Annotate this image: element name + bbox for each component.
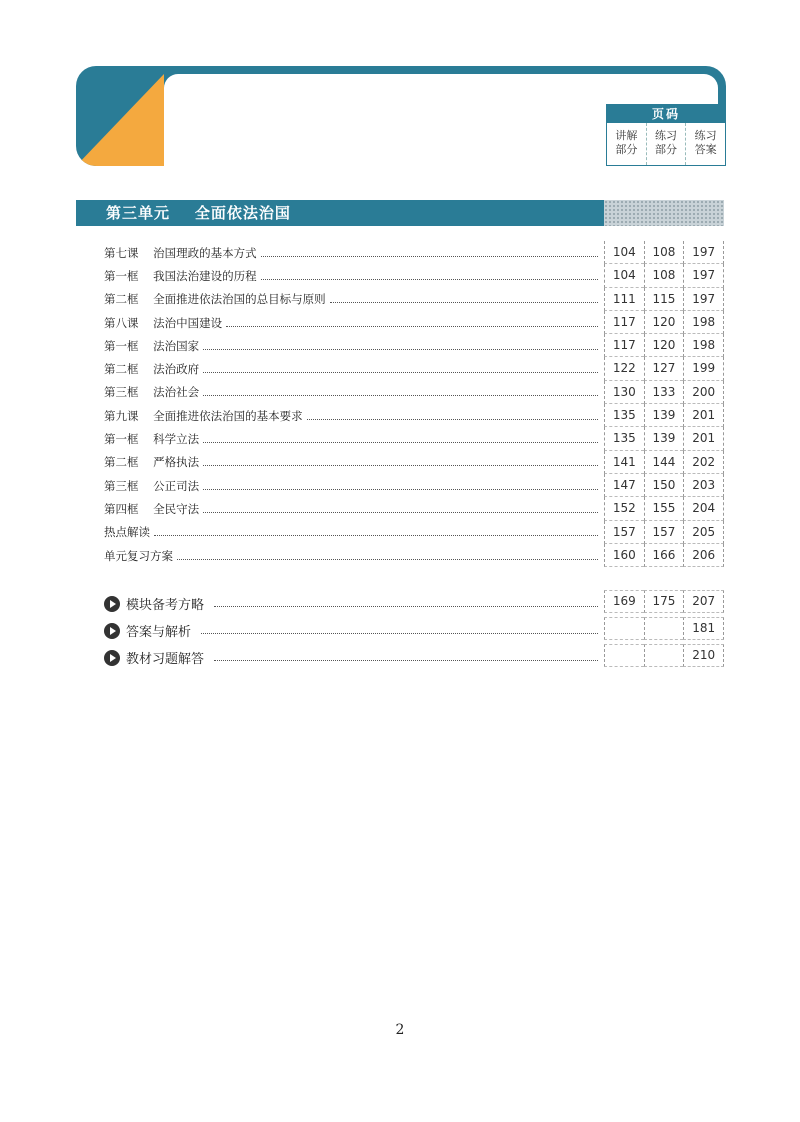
entry-label: 第二框 严格执法 (104, 455, 200, 470)
entry-label: 第九课 全面推进依法治国的基本要求 (104, 408, 303, 423)
entry-label: 热点解读 (104, 525, 150, 540)
toc-row[interactable] (104, 288, 724, 311)
entry-label: 答案与解析 (126, 625, 192, 640)
toc-row[interactable] (104, 357, 724, 380)
lecture-page: 104 (604, 264, 644, 287)
page-column-title: 页码 (607, 105, 725, 123)
toc-row[interactable] (104, 427, 724, 450)
col-answer-label: 练习 答案 (694, 129, 717, 156)
dot-leader (307, 418, 598, 420)
play-arrow-icon (104, 650, 120, 666)
dot-leader (203, 348, 598, 350)
lecture-page: 130 (604, 381, 644, 404)
entry-label-wrap (104, 268, 604, 284)
entry-label: 第二框 法治政府 (104, 362, 200, 377)
lecture-page: 104 (604, 241, 644, 264)
toc-row[interactable] (104, 264, 724, 287)
entry-label-wrap (104, 594, 604, 613)
toc-row[interactable] (104, 334, 724, 357)
toc-row[interactable] (104, 381, 724, 404)
practice-page: 155 (644, 497, 684, 520)
answer-page: 198 (683, 311, 724, 334)
col-practice-label: 练习 部分 (647, 123, 687, 165)
dot-leader (261, 278, 598, 280)
answer-page: 197 (683, 264, 724, 287)
play-arrow-icon (104, 623, 120, 639)
practice-page: 133 (644, 381, 684, 404)
practice-page (644, 617, 684, 640)
practice-page: 115 (644, 288, 684, 311)
dot-leader (226, 325, 598, 327)
module-list (104, 590, 724, 671)
dot-leader (330, 301, 598, 303)
toc-row[interactable] (104, 544, 724, 567)
dot-leader (261, 255, 598, 257)
page-column-legend (606, 104, 726, 166)
entry-label: 第八课 法治中国建设 (104, 315, 223, 330)
dot-leader (203, 488, 598, 490)
answer-page: 202 (683, 451, 724, 474)
entry-label-wrap (104, 361, 604, 377)
answer-page: 198 (683, 334, 724, 357)
unit-title: 第三单元 全面依法治国 (76, 200, 604, 226)
module-row[interactable] (104, 590, 724, 617)
lecture-page: 135 (604, 427, 644, 450)
practice-page: 166 (644, 544, 684, 567)
practice-page: 108 (644, 241, 684, 264)
lecture-page: 157 (604, 521, 644, 544)
module-row[interactable] (104, 617, 724, 644)
entry-label-wrap (104, 621, 604, 640)
practice-page: 144 (644, 451, 684, 474)
answer-page: 181 (683, 617, 724, 640)
toc-row[interactable] (104, 451, 724, 474)
module-row[interactable] (104, 644, 724, 671)
entry-label-wrap (104, 315, 604, 331)
dot-leader (203, 394, 598, 396)
entry-label: 模块备考方略 (126, 598, 205, 613)
lecture-page (604, 644, 644, 667)
entry-label: 教材习题解答 (126, 652, 205, 667)
practice-page: 139 (644, 427, 684, 450)
answer-page: 203 (683, 474, 724, 497)
entry-label: 第二框 全面推进依法治国的总目标与原则 (104, 292, 326, 307)
dot-leader (154, 534, 598, 536)
practice-page: 120 (644, 334, 684, 357)
toc-row[interactable] (104, 497, 724, 520)
table-of-contents (104, 241, 724, 567)
lecture-page: 135 (604, 404, 644, 427)
lecture-page: 152 (604, 497, 644, 520)
entry-label: 第三框 公正司法 (104, 478, 200, 493)
play-arrow-icon (104, 596, 120, 612)
practice-page: 139 (644, 404, 684, 427)
entry-label-wrap (104, 478, 604, 494)
entry-label: 第七课 治国理政的基本方式 (104, 245, 257, 260)
lecture-page: 111 (604, 288, 644, 311)
lecture-page: 169 (604, 590, 644, 613)
toc-row[interactable] (104, 241, 724, 264)
corner-decoration (76, 66, 176, 166)
unit-bar (76, 200, 724, 226)
entry-label: 第一框 法治国家 (104, 338, 200, 353)
entry-label-wrap (104, 408, 604, 424)
answer-page: 205 (683, 521, 724, 544)
dot-leader (203, 511, 598, 513)
dot-leader (203, 371, 598, 373)
entry-label: 第三框 法治社会 (104, 385, 200, 400)
col-lecture-label: 讲解 部分 (607, 123, 647, 165)
dot-leader (214, 660, 598, 661)
toc-row[interactable] (104, 474, 724, 497)
answer-page: 201 (683, 427, 724, 450)
unit-bar-pattern (604, 200, 724, 226)
lecture-page: 122 (604, 357, 644, 380)
answer-page: 206 (683, 544, 724, 567)
entry-label-wrap (104, 384, 604, 400)
lecture-page: 117 (604, 334, 644, 357)
dot-leader (203, 441, 598, 443)
practice-page (644, 644, 684, 667)
dot-leader (203, 464, 598, 466)
entry-label-wrap (104, 431, 604, 447)
practice-page: 127 (644, 357, 684, 380)
practice-page: 120 (644, 311, 684, 334)
entry-label-wrap (104, 454, 604, 470)
practice-page: 157 (644, 521, 684, 544)
lecture-page: 147 (604, 474, 644, 497)
answer-page: 210 (683, 644, 724, 667)
practice-page: 108 (644, 264, 684, 287)
practice-page: 175 (644, 590, 684, 613)
entry-label: 第四框 全民守法 (104, 501, 200, 516)
entry-label-wrap (104, 338, 604, 354)
page-number: 2 (395, 1022, 405, 1038)
entry-label: 单元复习方案 (104, 548, 173, 563)
entry-label-wrap (104, 291, 604, 307)
entry-label-wrap (104, 245, 604, 261)
entry-label-wrap (104, 548, 604, 564)
lecture-page: 117 (604, 311, 644, 334)
answer-page: 200 (683, 381, 724, 404)
lecture-page: 160 (604, 544, 644, 567)
lecture-page (604, 617, 644, 640)
answer-page: 197 (683, 241, 724, 264)
dot-leader (201, 633, 598, 634)
entry-label-wrap (104, 648, 604, 667)
answer-page: 207 (683, 590, 724, 613)
dot-leader (177, 558, 598, 560)
entry-label-wrap (104, 524, 604, 540)
lecture-page: 141 (604, 451, 644, 474)
practice-page: 150 (644, 474, 684, 497)
toc-row[interactable] (104, 311, 724, 334)
entry-label: 第一框 科学立法 (104, 432, 200, 447)
dot-leader (214, 606, 598, 607)
answer-page: 201 (683, 404, 724, 427)
entry-label-wrap (104, 501, 604, 517)
answer-page: 204 (683, 497, 724, 520)
answer-page: 197 (683, 288, 724, 311)
toc-row[interactable] (104, 404, 724, 427)
entry-label: 第一框 我国法治建设的历程 (104, 268, 257, 283)
answer-page: 199 (683, 357, 724, 380)
toc-row[interactable] (104, 521, 724, 544)
